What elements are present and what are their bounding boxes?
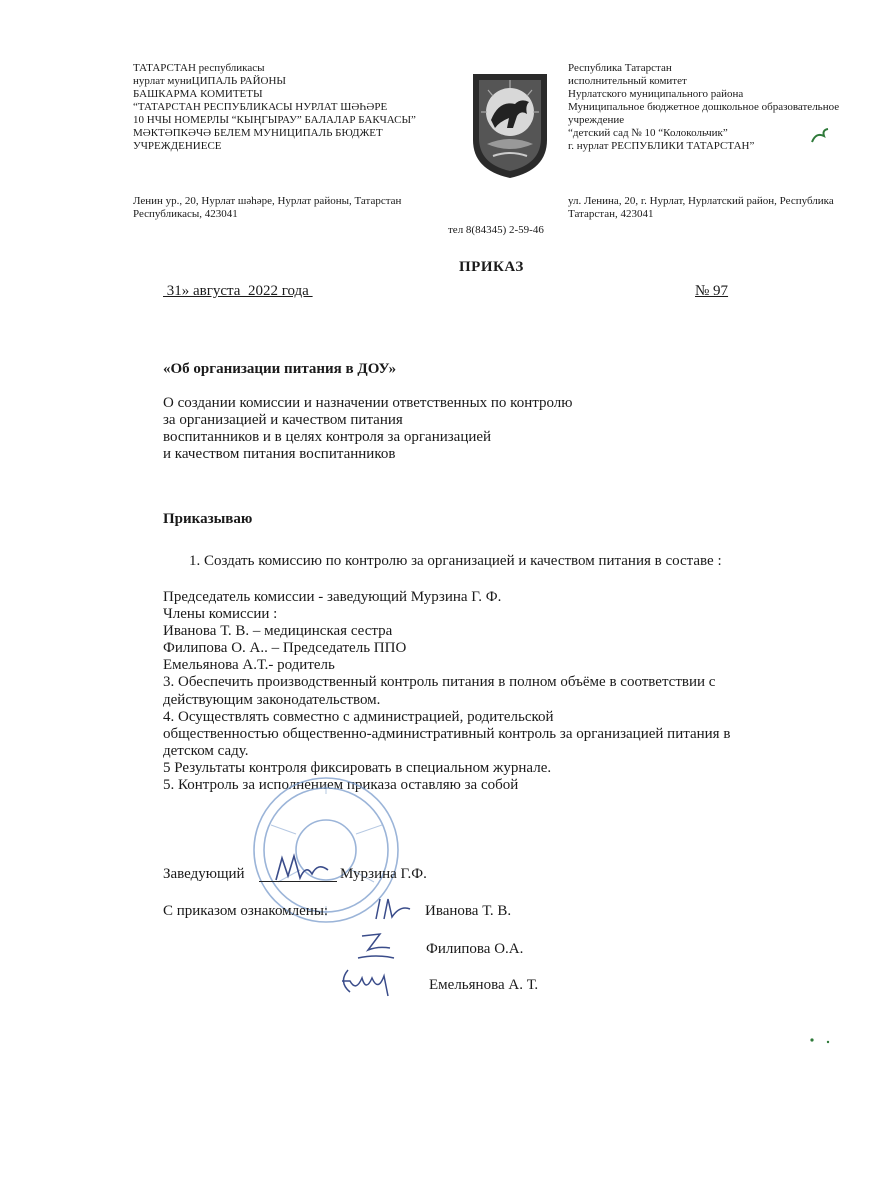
- head-signature-icon: [270, 850, 340, 886]
- address-line: Республикасы, 423041: [133, 208, 238, 220]
- header-left-line: 10 НЧЫ НОМЕРЛЫ “КЫҢГЫРАУ” БАЛАЛАР БАКЧАСЫ”: [133, 114, 416, 126]
- head-role: Заведующий: [163, 866, 245, 882]
- order-point-5b: 5. Контроль за исполнением приказа оставляю за собой: [163, 777, 519, 794]
- header-right-line: Республика Татарстан: [568, 62, 672, 74]
- order-point-3-cont: действующим законодательством.: [163, 691, 381, 708]
- header-right-line: учреждение: [568, 114, 625, 126]
- header-right-line: Муниципальное бюджетное дошкольное образовательное: [568, 101, 840, 113]
- order-number: № 97: [695, 283, 729, 299]
- intro-line: за организацией и качеством питания: [163, 412, 403, 428]
- document-title: ПРИКАЗ: [459, 259, 524, 275]
- header-right-line: “детский сад № 10 “Колокольчик”: [568, 127, 728, 139]
- scan-speck-icon: [808, 126, 832, 146]
- acknowledged-person: Иванова Т. В.: [425, 903, 512, 919]
- address-line: Татарстан, 423041: [568, 208, 654, 220]
- intro-line: и качеством питания воспитанников: [163, 446, 396, 462]
- order-point-4: 4. Осуществлять совместно с администрацией, родительской: [163, 708, 554, 725]
- commission-members-label: Члены комиссии :: [163, 606, 278, 623]
- order-date: 31» августа 2022 года: [163, 283, 313, 299]
- signature-icon: [334, 962, 404, 1002]
- head-name: Мурзина Г.Ф.: [340, 866, 427, 882]
- header-left-line: нурлат муниЦИПАЛЬ РАЙОНЫ: [133, 75, 287, 87]
- header-right-line: г. нурлат РЕСПУБЛИКИ ТАТАРСТАН”: [568, 140, 755, 152]
- commission-member: Филипова О. А.. – Председатель ППО: [163, 640, 407, 657]
- header-left-line: БАШКАРМА КОМИТЕТЫ: [133, 88, 263, 100]
- header-right-russian: [568, 62, 839, 153]
- acknowledgement-label: С приказом ознакомлены:: [163, 903, 329, 919]
- header-left-line: “ТАТАРСТАН РЕСПУБЛИКАСЫ НУРЛАТ ШӘҺӘРЕ: [133, 101, 388, 113]
- order-body: [163, 589, 730, 794]
- order-word: Приказываю: [163, 511, 253, 527]
- signature-icon: [370, 895, 420, 925]
- header-left-line: УЧРЕЖДЕНИЕСЕ: [133, 140, 222, 152]
- header-left-line: МӘКТӘПКӘЧӘ БЕЛЕМ МУНИЦИПАЛЬ БЮДЖЕТ: [133, 127, 383, 139]
- intro-line: воспитанников и в целях контроля за организацией: [163, 429, 492, 445]
- order-point-5: 5 Результаты контроля фиксировать в специальном журнале.: [163, 759, 552, 776]
- order-intro: [163, 395, 572, 463]
- commission-member: Иванова Т. В. – медицинская сестра: [163, 623, 393, 640]
- order-point-4-cont: детском саду.: [163, 742, 249, 759]
- acknowledged-person: Емельянова А. Т.: [429, 977, 539, 993]
- order-subject: «Об организации питания в ДОУ»: [163, 361, 397, 377]
- header-left-line: ТАТАРСТАН республикасы: [133, 62, 265, 74]
- acknowledged-person: Филипова О.А.: [426, 941, 524, 957]
- coat-of-arms-icon: [469, 70, 551, 180]
- order-point-3: 3. Обеспечить производственный контроль питания в полном объёме в соответствии с: [163, 674, 716, 691]
- header-right-line: исполнительный комитет: [568, 75, 687, 87]
- order-point-1: 1. Создать комиссию по контролю за организацией и качеством питания в составе :: [189, 553, 722, 569]
- commission-member: Емельянова А.Т.- родитель: [163, 657, 335, 674]
- header-right-address: [568, 195, 834, 221]
- intro-line: О создании комиссии и назначении ответственных по контролю: [163, 395, 573, 411]
- header-left-tatar: [133, 62, 416, 153]
- order-point-4-cont: общественностью общественно-административный контроль за организацией питания в: [163, 725, 731, 742]
- header-left-address: [133, 195, 401, 221]
- scan-speck-icon: [806, 1030, 836, 1050]
- header-right-line: Нурлатского муниципального района: [568, 88, 744, 100]
- phone-number: тел 8(84345) 2-59-46: [448, 224, 544, 236]
- commission-chair: Председатель комиссии - заведующий Мурзина Г. Ф.: [163, 589, 502, 605]
- address-line: Ленин ур., 20, Нурлат шәһәре, Нурлат районы, Татарстан: [133, 195, 402, 207]
- address-line: ул. Ленина, 20, г. Нурлат, Нурлатский район, Республика: [568, 195, 834, 207]
